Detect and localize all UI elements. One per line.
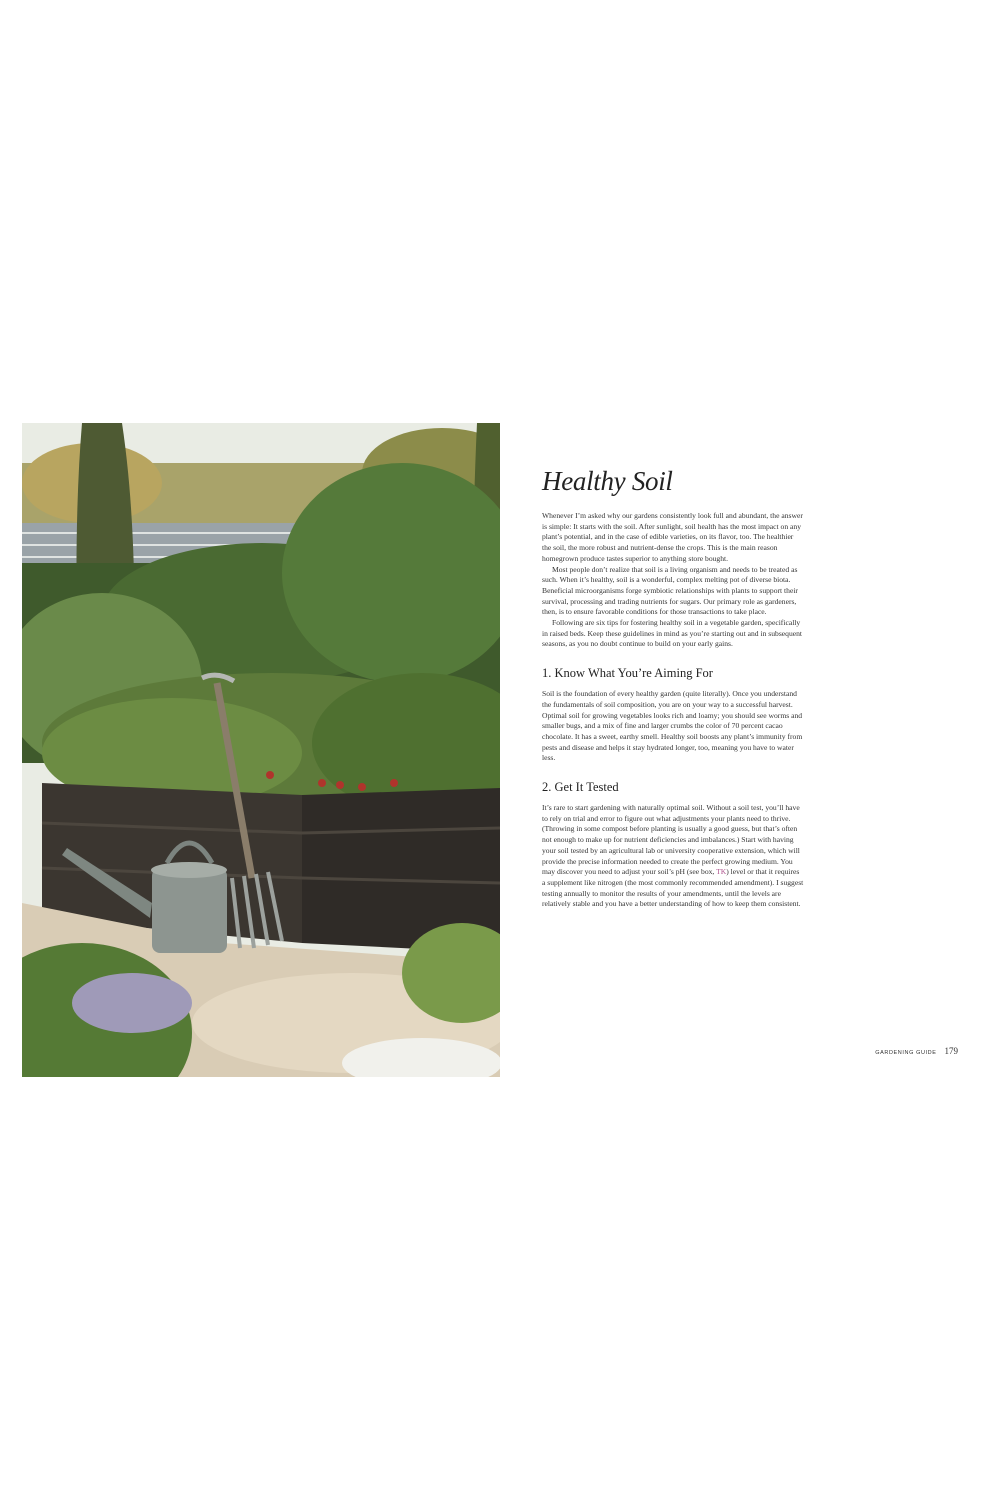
intro-paragraph-1: Whenever I’m asked why our gardens consistently look full and abundant, the answer is simple: It starts with the soil. After sunlight, soil health has the most impact on any plant’s potential, and in the case of edible varieties, on its flavor, too. The healthier the soil, the more robust and nutrient-dense the crops. This is the main reason homegrown produce tastes superior to anything store bought. (542, 511, 803, 563)
page-footer (875, 1046, 958, 1056)
article (542, 466, 804, 910)
section-2-body-start: It’s rare to start gardening with naturally optimal soil. Without a soil test, you’ll have to rely on trial and error to figure out what adjustments your plants need to thrive. (Throwing in some compost before planting is usually a good guess, but that’s often not enough to make up for nutrient deficiencies and imbalances.) Start with having your soil tested by an agricultural lab or university cooperative extension, which will provide the precise information needed to create the perfect growing medium. You may discover you need to adjust your soil’s pH (see box, (542, 803, 800, 877)
page-number: 179 (944, 1046, 958, 1056)
cross-reference-link[interactable]: TK (716, 867, 727, 877)
running-footer-label: GARDENING GUIDE (875, 1050, 937, 1056)
section-1-body: Soil is the foundation of every healthy garden (quite literally). Once you understand the fundamentals of soil composition, you are on your way to a successful harvest. Optimal soil for growing vegetables looks rich and loamy; you should see worms and smaller bugs, and a mix of fine and larger crumbs the color of 70 percent cacao chocolate. It has a sweet, earthy smell. Healthy soil boosts any plant’s immunity from pests and disease and helps it stay hydrated longer, too, meaning you have to water less. (542, 689, 803, 763)
section-2-body (542, 803, 804, 910)
section-1-heading: 1. Know What You’re Aiming For (542, 666, 713, 681)
article-title: Healthy Soil (542, 466, 673, 496)
intro-paragraph-2: Most people don’t realize that soil is a living organism and needs to be treated as such. When it’s healthy, soil is a wonderful, complex melting pot of diverse biota. Beneficial microorganisms forge symbiotic relationships with plants to support their survival, processing and trading nutrients for sugars. Our primary role as gardeners, then, is to ensure favorable conditions for those transactions to take place. (542, 564, 798, 617)
section-2-body-end: ) level or that it requires a supplement like nitrogen (the most commonly recommended amendment). I suggest testing annually to monitor the results of your amendments, until the levels are relatively stable and you have a better understanding of how to keep them consistent. (542, 867, 804, 909)
garden-raised-bed-photo-icon (22, 423, 500, 1077)
intro-paragraph-3: Following are six tips for fostering healthy soil in a vegetable garden, specifically in raised beds. Keep these guidelines in mind as you’re starting out and in subsequent seasons, as you no doubt continue to build on your early gains. (542, 618, 803, 649)
section-2-heading: 2. Get It Tested (542, 780, 619, 795)
garden-photo (22, 423, 500, 1077)
